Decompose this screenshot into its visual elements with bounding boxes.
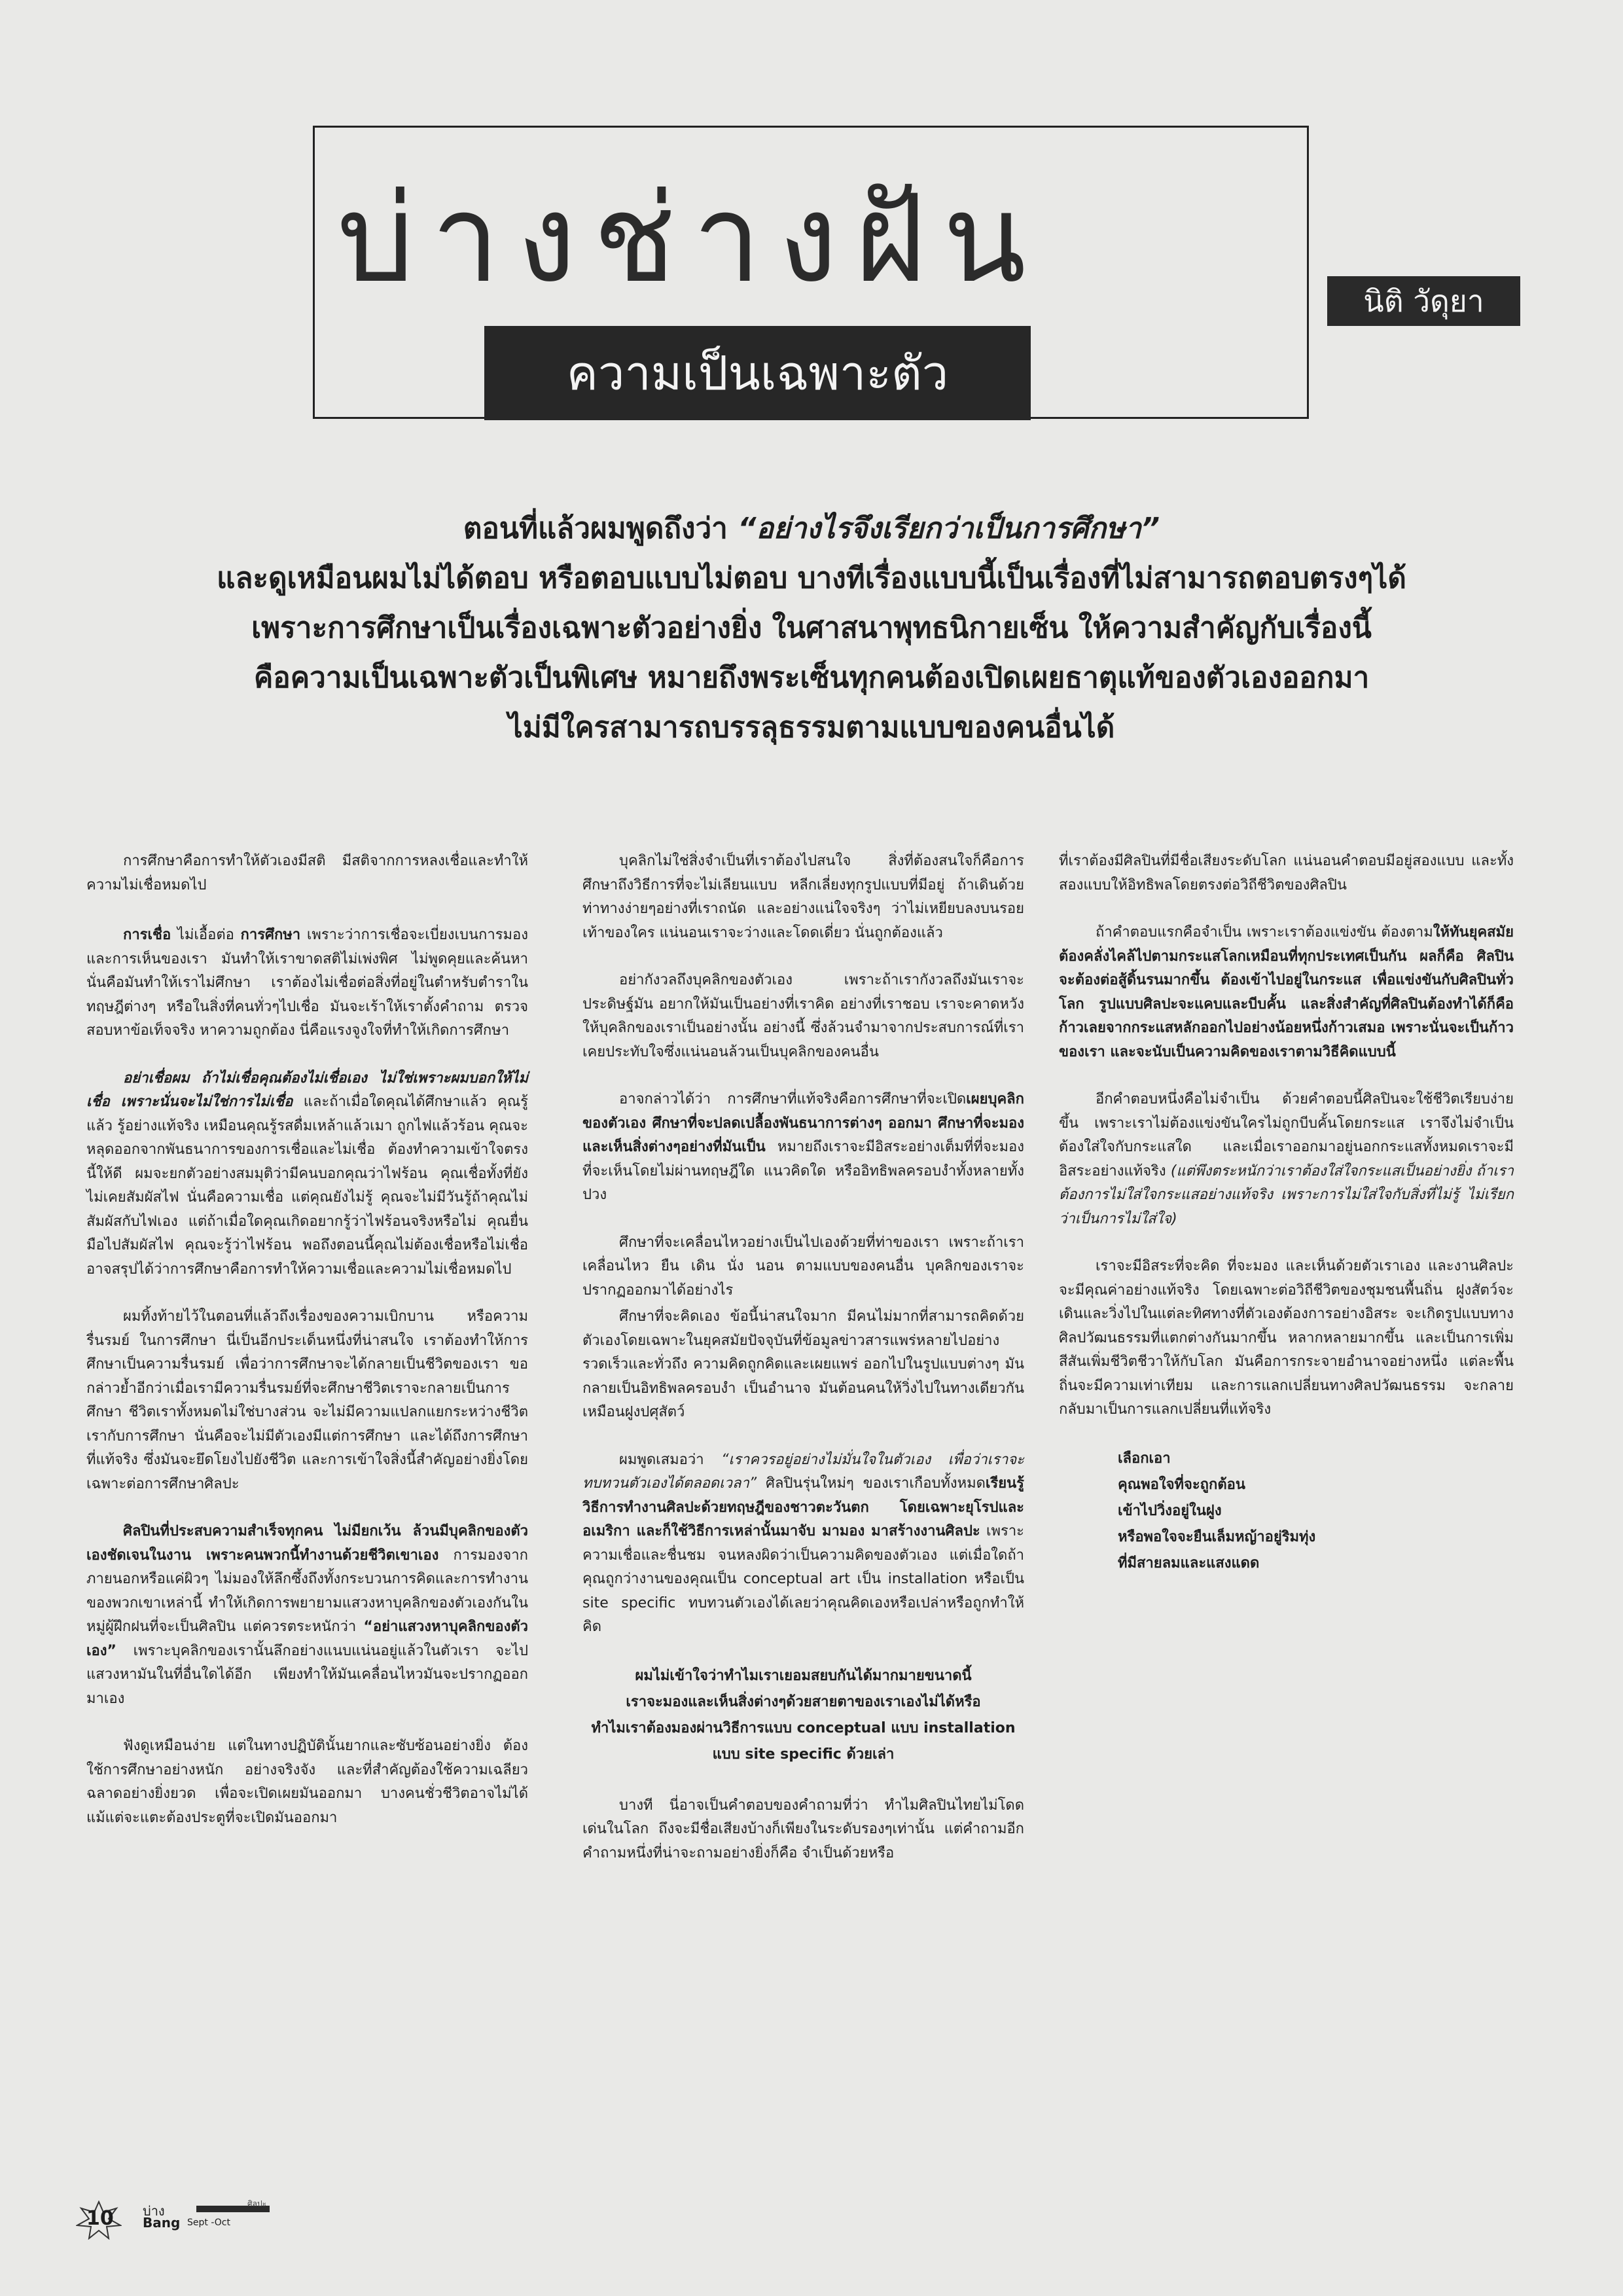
paragraph: ผมทิ้งท้ายไว้ในตอนที่แล้วถึงเรื่องของความเบิกบาน หรือความรื่นรมย์ ในการศึกษา นี่เป็นอีกประเด็นหนึ่งที่น่าสนใจ เราต้องทำให้การศึกษาเป็นความรื่นรมย์ เพื่อว่าการศึกษาจะได้กลายเป็นชีวิตของเรา ขอกล่าวย้ำอีกว่าเมื่อเรามีความรื่นรมย์ที่จะศึกษาชีวิตเราจะกลายเป็นการศึกษา ชีวิตเราทั้งหมดไม่ใช่บางส่วน จะไม่มีความแปลกแยกระหว่างชีวิตเรากับการศึกษา นั่นคือจะไม่มีตัวเองมีแต่การศึกษา และได้ถึงการศึกษาที่แท้จริง ซึ่งมันจะยึดโยงไปยังชีวิต และการเข้าใจสิ่งนี้สำคัญอย่างยิ่งโดยเฉพาะต่อการศึกษาศิลปะ [86, 1308, 528, 1492]
paragraph: การศึกษาคือการทำให้ตัวเองมีสติ มีสติจากการหลงเชื่อและทำให้ความไม่เชื่อหมดไป [86, 853, 528, 893]
intro-line: ไม่มีใครสามารถบรรลุธรรมตามแบบของคนอื่นได้ [508, 711, 1115, 744]
text: ผมพูดเสมอว่า [619, 1451, 722, 1468]
pull-quote [582, 1663, 1024, 1768]
bold-term: การเชื่อ [123, 927, 171, 943]
paragraph: อย่ากังวลถึงบุคลิกของตัวเอง เพราะถ้าเรากังวลถึงมันเราจะประดิษฐ์มัน อยากให้มันเป็นอย่างที่เราคิด อย่างที่เราชอบ เราจะคาดหวังให้บุคลิกของเราเป็นอย่างนั้น อย่างนี้ ซึ่งล้วนจำมาจากประสบการณ์ที่เราเคยประทับใจซึ่งแน่นอนล้วนเป็นบุคลิกของคนอื่น [582, 972, 1024, 1060]
pull-quote-line: ผมไม่เข้าใจว่าทำไมเราเยอมสยบกันได้มากมายขนาดนี้ [635, 1667, 972, 1684]
paragraph: ศึกษาที่จะเคลื่อนไหวอย่างเป็นไปเองด้วยที่ท่าของเรา เพราะถ้าเราเคลื่อนไหว ยืน เดิน นั่ง นอน ตามแบบของคนอื่น บุคลิกของเราจะปรากฏออกมาได้อย่างไร [582, 1234, 1024, 1299]
text: หมายถึงเราจะมีอิสระอย่างเต็มที่ที่จะมองที่จะเห็นโดยไม่ผ่านทฤษฎีใด แนวคิดใด หรืออิทธิพลครอบงำทั้งหลายทั้งปวง [582, 1139, 1024, 1203]
closing-verse [1118, 1446, 1514, 1577]
author-label: นิติ วัดุยา [1327, 276, 1520, 326]
paragraph: ที่เราต้องมีศิลปินที่มีชื่อเสียงระดับโลก แน่นอนคำตอบมีอยู่สองแบบ และทั้งสองแบบให้อิทธิพลโดยตรงต่อวิถีชีวิตของศิลปิน [1059, 853, 1514, 893]
paragraph [86, 1067, 528, 1282]
verse-line: คุณพอใจที่จะถูกต้อน [1118, 1476, 1245, 1493]
verse-line: เข้าไปวิ่งอยู่ในฝูง [1118, 1502, 1222, 1519]
text: ศิลปินรุ่นใหม่ๆ ของเราเกือบทั้งหมด [757, 1475, 986, 1492]
intro-text: ตอนที่แล้วผมพูดถึงว่า [463, 512, 738, 545]
text: อีกคำตอบหนึ่งคือไม่จำเป็น ด้วยคำตอบนี้ศิลปินจะใช้ชีวิตเรียบง่ายขึ้น เพราะเราไม่ต้องแข่งขันใครไม่ถูกบีบคั้นโดยกระแส เราจึงไม่จำเป็นต้องใส่ใจกับกระแสใด และเมื่อเราออกมาอยู่นอกกระแสทั้งหมดเราจะมีอิสระอย่างแท้จริง [1059, 1091, 1514, 1179]
pull-quote-line: เราจะมองและเห็นสิ่งต่างๆด้วยสายตาของเราเองไม่ได้หรือ [626, 1693, 981, 1710]
emphasis-text: อย่าเชื่อผม ถ้าไม่เชื่อคุณต้องไม่เชื่อเอง ไม่ใช่เพราะผมบอกให้ไม่เชื่อ เพราะนั่นจะไม่ใช่การไม่เชื่อ [86, 1069, 528, 1110]
footer-issue: Sept -Oct [187, 2217, 230, 2228]
text: อาจกล่าวได้ว่า การศึกษาที่แท้จริงคือการศึกษาที่จะเปิด [619, 1091, 967, 1107]
pull-quote-line: แบบ site specific ด้วยเล่า [712, 1746, 895, 1763]
intro-line: คือความเป็นเฉพาะตัวเป็นพิเศษ หมายถึงพระเซ็นทุกคนต้องเปิดเผยธาตุแท้ของตัวเองออกมา [253, 661, 1370, 694]
paragraph: ฟังดูเหมือนง่าย แต่ในทางปฏิบัตินั้นยากและซับซ้อนอย่างยิ่ง ต้องใช้การศึกษาอย่างหนัก อย่างจริงจัง และที่สำคัญต้องใช้ความเฉลียวฉลาดอย่างยิ่งยวด เพื่อจะเปิดเผยมันออกมา บางคนชั่วชีวิตอาจไม่ได้แม้แต่จะแตะต้องประตูที่จะเปิดมันออกมา [86, 1738, 528, 1826]
text: และถ้าเมื่อใดคุณได้ศึกษาแล้ว คุณรู้แล้ว รู้อย่างแท้จริง เหมือนคุณรู้รสดื่มเหล้าแล้วเมา ถูกไฟแล้วร้อน คุณจะหลุดออกจากพันธนาการของการเชื่อและไม่เชื่อ ต้องทำความเข้าใจตรงนี้ให้ดี ผมจะยกตัวอย่างสมมุติว่ามีคนบอกคุณว่าไฟร้อน คุณเชื่อทั้งที่ยังไม่เคยสัมผัสไฟ นั่นคือความเชื่อ แต่คุณยังไม่รู้ คุณจะไม่มีวันรู้ถ้าคุณไม่สัมผัสกับไฟเอง แต่ถ้าเมื่อใดคุณเกิดอยากรู้ว่าไฟร้อนจริงหรือไม่ คุณยื่นมือไปสัมผัสไฟ คุณจะรู้ว่าไฟร้อน พอถึงตอนนี้คุณไม่ต้องเชื่อหรือไม่เชื่อ อาจสรุปได้ว่าการศึกษาคือการทำให้ความเชื่อและความไม่เชื่อหมดไป [86, 1094, 528, 1278]
paragraph: ศึกษาที่จะคิดเอง ข้อนี้น่าสนใจมาก มีคนไม่มากที่สามารถคิดด้วยตัวเองโดยเฉพาะในยุคสมัยปัจจุบันที่ข้อมูลข่าวสารแพร่หลายไปอย่างรวดเร็วและทั่วถึง ความคิดถูกคิดและเผยแพร่ ออกไปในรูปแบบต่างๆ มันกลายเป็นอิทธิพลครอบงำ เป็นอำนาจ มันต้อนคนให้วิ่งไปในทางเดียวกันเหมือนฝูงปศุสัตว์ [582, 1308, 1024, 1420]
verse-line: เลือกเอา [1118, 1450, 1171, 1467]
article-column-3 [1059, 850, 1514, 1577]
text: เพราะว่าการเชื่อจะเบี่ยงเบนการมองและการเห็นของเรา มันทำให้เราขาดสติไม่เพ่งพิศ ไม่พูดคุยและค้นหา นั่นคือมันทำให้เราไม่ศึกษา เราต้องไม่เชื่อต่อสิ่งที่อยู่ในตำหรับตำราในทฤษฎีต่างๆ หรือในสิ่งที่คนทั่วๆไปเชื่อ มันจะเร้าให้เราตั้งคำถาม ตรวจสอบหาข้อเท็จจริง หาความถูกต้อง นี่คือแรงจูงใจที่ทำให้เกิดการศึกษา [86, 927, 528, 1039]
bold-text: ศิลปินที่ประสบความสำเร็จทุกคน ไม่มียกเว้น ล้วนมีบุคลิกของตัวเองชัดเจนในงาน เพราะคนพวกนี้ทำงานด้วยชีวิตเขาเอง [86, 1523, 528, 1564]
intro-line: และดูเหมือนผมไม่ได้ตอบ หรือตอบแบบไม่ตอบ บางทีเรื่องแบบนี้เป็นเรื่องที่ไม่สามารถตอบตรงๆได้ [217, 562, 1406, 595]
italic-quote: “เราควรอยู่อย่างไม่มั่นใจในตัวเอง เพื่อว่าเราจะทบทวนตัวเองได้ตลอดเวลา” [582, 1451, 1025, 1492]
paragraph: เราจะมีอิสระที่จะคิด ที่จะมอง และเห็นด้วยตัวเราเอง และงานศิลปะจะมีคุณค่าอย่างแท้จริง โดยเฉพาะต่อวิถีชีวิตของชุมชนพื้นถิ่น ฝูงสัตว์จะเดินและวิ่งไปในแต่ละทิศทางที่ตัวเองต้องการอย่างอิสระ จะเกิดรูปแบบทางศิลปวัฒนธรรมที่แตกต่างกันมากขึ้น หลากหลายมากขึ้น และเป็นการเพิ่มสีสันเพิ่มชีวิตชีวาให้กับโลก มันคือการกระจายอำนาจอย่างหนึ่ง แต่ละพื้นถิ่นจะมีความเท่าเทียม และการแลกเปลี่ยนทางศิลปวัฒนธรรม จะกลายกลับมาเป็นการแลกเปลี่ยนที่แท้จริง [1059, 1258, 1514, 1418]
italic-text: (แต่พึงตระหนักว่าเราต้องใส่ใจกระแสเป็นอย่างยิ่ง ถ้าเราต้องการไม่ใส่ใจกระแสอย่างแท้จริง เพราะการไม่ใส่ใจกับสิ่งที่ไม่รู้ ไม่เรียกว่าเป็นการไม่ใส่ใจ) [1059, 1162, 1514, 1227]
verse-line: ที่มีสายลมและแสงแดด [1118, 1554, 1260, 1571]
verse-line: หรือพอใจจะยืนเล็มหญ้าอยู่ริมทุ่ง [1118, 1528, 1316, 1545]
footer-brand: Bang [143, 2215, 181, 2231]
paragraph [582, 1088, 1024, 1208]
paragraph [1059, 921, 1514, 1064]
footer-section-label: ศิลปะ [247, 2199, 267, 2208]
intro-line: เพราะการศึกษาเป็นเรื่องเฉพาะตัวอย่างยิ่ง ในศาสนาพุทธนิกายเซ็น ให้ความสำคัญกับเรื่องนี้ [251, 611, 1372, 645]
intro-quote: “อย่างไรจึงเรียกว่าเป็นการศึกษา” [738, 512, 1160, 545]
page-number: 10 [86, 2207, 114, 2230]
bold-quote: “อย่าแสวงหาบุคลิกของตัวเอง” [86, 1619, 528, 1659]
text: ไม่เอื้อต่อ [171, 927, 241, 943]
text: เพราะบุคลิกของเรานั้นลึกอย่างแนบแน่นอยู่แล้วในตัวเรา จะไปแสวงหามันในที่อื่นใดได้อีก เพียงทำให้มันเคลื่อนไหวมันจะปรากฏออกมาเอง [86, 1642, 528, 1707]
paragraph [1059, 1088, 1514, 1231]
paragraph: บุคลิกไม่ใช่สิ่งจำเป็นที่เราต้องไปสนใจ สิ่งที่ต้องสนใจก็คือการศึกษาถึงวิธีการที่จะไม่เลียนแบบ หลีกเลี่ยงทุกรูปแบบที่มีอยู่ ถ้าเดินด้วยท่าทางง่ายๆอย่างที่เราถนัด และอย่างแน่ใจจริงๆ ว่าไม่เหยียบลงบนรอยเท้าของใคร แน่นอนเราจะว่างและโดดเดี่ยว นั่นถูกต้องแล้ว [582, 853, 1024, 941]
article-column-2 [582, 850, 1024, 1889]
bold-text: เรียนรู้วิธีการทำงานศิลปะด้วยทฤษฎีของชาวตะวันตก โดยเฉพาะยุโรปและอเมริกา และก็ใช้วิธีการเหล่านั้นมาจับ มามอง มาสร้างงานศิลปะ [582, 1475, 1024, 1539]
intro-paragraph [118, 504, 1505, 753]
bold-term: การศึกษา [240, 927, 301, 943]
paragraph [582, 1448, 1024, 1640]
text: เพราะความเชื่อและชื่นชม จนหลงผิดว่าเป็นความคิดของตัวเอง แต่เมื่อใดถ้าคุณถูกว่างานของคุณเป็น conceptual art เป็น installation หรือเป็น site specific ทบทวนตัวเองได้เลยว่าคุณคิดเองหรือเปล่าหรือถูกทำให้คิด [582, 1523, 1024, 1635]
bold-text: เผยบุคลิกของตัวเอง ศึกษาที่จะปลดเปลื้องพันธนาการต่างๆ ออกมา ศึกษาที่จะมองและเห็นสิ่งต่างๆอย่างที่มันเป็น [582, 1091, 1024, 1155]
text: ถ้าคำตอบแรกคือจำเป็น เพราะเราต้องแข่งขัน ต้องตาม [1096, 924, 1433, 941]
paragraph [86, 924, 528, 1043]
bold-text: ให้ทันยุคสมัย ต้องคลั่งไคล้ไปตามกระแสโลกเหมือนที่ทุกประเทศเป็นกัน ผลก็คือ ศิลปินจะต้องต่อสู้ดิ้นรนมากขึ้น ต้องเข้าไปอยู่ในกระแส เพื่อแข่งขันกับศิลปินทั่วโลก รูปแบบศิลปะจะแคบและบีบคั้น และสิ่งสำคัญที่ศิลปินต้องทำได้ก็คือ ก้าวเลยจากกระแสหลักออกไปอย่างน้อยหนึ่งก้าวเสมอ เพราะนั่นจะเป็นก้าวของเรา และจะนับเป็นความคิดของเราตามวิธีคิดแบบนี้ [1059, 924, 1514, 1060]
article-subtitle: ความเป็นเฉพาะตัว [484, 326, 1031, 420]
column-title: บ่างช่างฝัน [337, 168, 1043, 310]
text: การมองจากภายนอกหรือแค่ผิวๆ ไม่มองให้ลึกซึ้งถึงทั้งกระบวนการคิดและการทำงานของพวกเขาเหล่านี้ ทำให้เกิดการพยายามแสวงหาบุคลิกของตัวเองกันในหมู่ผู้ฝึกฝนที่จะเป็นศิลปิน แต่ควรตระหนักว่า [86, 1547, 528, 1635]
paragraph [86, 1520, 528, 1711]
article-column-1 [86, 850, 528, 1854]
paragraph: บางที นี่อาจเป็นคำตอบของคำถามที่ว่า ทำไมศิลปินไทยไม่โดดเด่นในโลก ถึงจะมีชื่อเสียงบ้างก็เพียงในระดับรองๆเท่านั้น แต่คำถามอีกคำถามหนึ่งที่น่าจะถามอย่างยิ่งก็คือ จำเป็นด้วยหรือ [582, 1797, 1024, 1861]
footer-brand-thai: บ่าง [143, 2203, 165, 2219]
intro-line [118, 504, 1505, 554]
pull-quote-line: ทำไมเราต้องมองผ่านวิธีการแบบ conceptual แบบ installation [591, 1719, 1016, 1736]
